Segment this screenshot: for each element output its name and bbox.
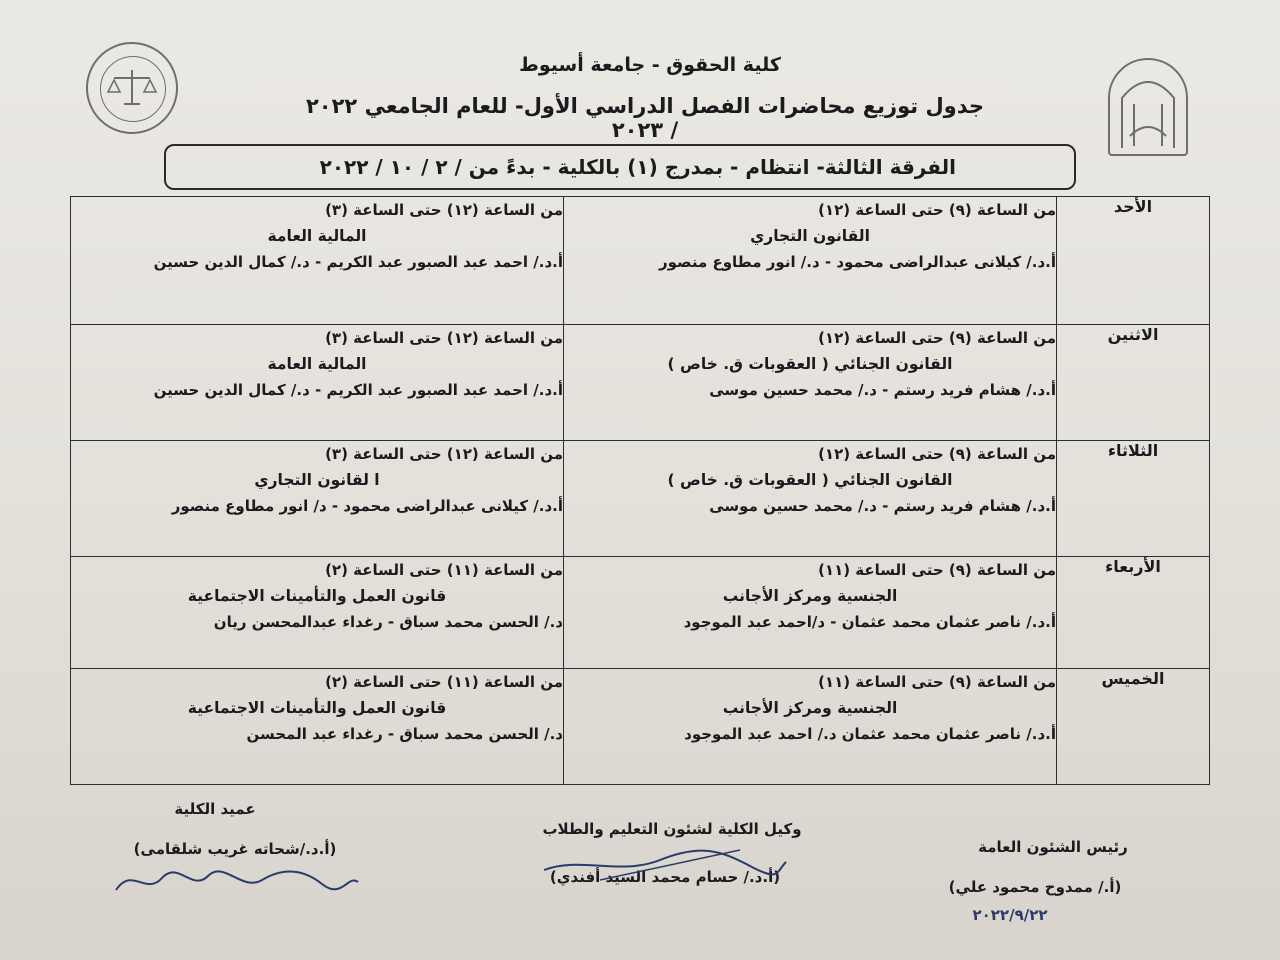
slot-professors: أ.د./ هشام فريد رستم - د./ محمد حسين موسى	[709, 381, 1056, 399]
faculty-seal-icon	[86, 42, 178, 134]
slot-professors: أ.د./ ناصر عثمان محمد عثمان د./ احمد عبد الموجود	[684, 725, 1056, 743]
second-slot-cell	[71, 325, 564, 441]
slot-time: من الساعة (١٢) حتى الساعة (٣)	[325, 201, 563, 219]
schedule-title: جدول توزيع محاضرات الفصل الدراسي الأول- للعام الجامعي ٢٠٢٢ / ٢٠٢٣	[305, 94, 984, 142]
second-slot-cell	[71, 441, 564, 557]
schedule-table	[70, 196, 1210, 785]
day-cell: الأحد	[1057, 197, 1210, 325]
slot-time: من الساعة (١١) حتى الساعة (٢)	[325, 561, 563, 579]
slot-professors: أ.د./ كيلانى عبدالراضى محمود - د./ انور مطاوع منصور	[659, 253, 1056, 271]
slot-time: من الساعة (٩) حتى الساعة (١٢)	[818, 201, 1056, 219]
first-slot-cell	[564, 441, 1057, 557]
slot-subject: القانون التجاري	[750, 227, 870, 245]
group-banner	[164, 144, 1076, 190]
second-slot-cell	[71, 197, 564, 325]
schedule-row	[71, 557, 1210, 669]
slot-professors: أ.د./ ناصر عثمان محمد عثمان - د/احمد عبد الموجود	[683, 613, 1056, 631]
dean-name: (أ.د./شحاته غريب شلقامى)	[133, 840, 337, 858]
schedule-row	[71, 325, 1210, 441]
schedule-row	[71, 197, 1210, 325]
day-cell: الثلاثاء	[1057, 441, 1210, 557]
vice-dean-title: وكيل الكلية لشئون التعليم والطلاب	[542, 820, 802, 838]
slot-professors: أ.د./ احمد عبد الصبور عبد الكريم - د./ كمال الدين حسين	[153, 253, 563, 271]
general-affairs-name: (أ./ ممدوح محمود علي)	[948, 878, 1122, 896]
slot-time: من الساعة (٩) حتى الساعة (١٢)	[818, 445, 1056, 463]
slot-subject: المالية العامة	[267, 227, 367, 245]
general-affairs-title: رئيس الشئون العامة	[978, 838, 1128, 856]
second-slot-cell	[71, 669, 564, 785]
slot-professors: أ.د./ كيلانى عبدالراضى محمود - د/ انور مطاوع منصور	[171, 497, 563, 515]
first-slot-cell	[564, 325, 1057, 441]
first-slot-cell	[564, 557, 1057, 669]
slot-time: من الساعة (٩) حتى الساعة (١٢)	[818, 329, 1056, 347]
slot-professors: أ.د./ احمد عبد الصبور عبد الكريم - د./ كمال الدين حسين	[153, 381, 563, 399]
vice-dean-name: (أ.د./ حسام محمد السيد أفندي)	[549, 868, 781, 886]
slot-subject: القانون الجنائي ( العقوبات ق. خاص )	[667, 355, 953, 373]
group-banner-text: الفرقة الثالثة- انتظام - بمدرج (١) بالكلية - بدءً من / ٢ / ١٠ / ٢٠٢٢	[319, 155, 956, 179]
slot-time: من الساعة (٩) حتى الساعة (١١)	[818, 673, 1056, 691]
slot-professors: أ.د./ هشام فريد رستم - د./ محمد حسين موسى	[709, 497, 1056, 515]
slot-subject: قانون العمل والتأمينات الاجتماعية	[187, 699, 447, 717]
general-affairs-date: ٢٠٢٢/٩/٢٢	[972, 906, 1048, 924]
first-slot-cell	[564, 669, 1057, 785]
slot-professors: د./ الحسن محمد سباق - رغداء عبدالمحسن ريان	[213, 613, 563, 631]
slot-subject: ا لقانون التجاري	[254, 471, 380, 489]
second-slot-cell	[71, 557, 564, 669]
schedule-row	[71, 669, 1210, 785]
first-slot-cell	[564, 197, 1057, 325]
dean-title: عميد الكلية	[174, 800, 256, 818]
slot-time: من الساعة (١١) حتى الساعة (٢)	[325, 673, 563, 691]
faculty-title: كلية الحقوق - جامعة أسيوط	[519, 54, 781, 76]
slot-time: من الساعة (١٢) حتى الساعة (٣)	[325, 445, 563, 463]
university-logo-icon	[1108, 58, 1188, 156]
schedule-row	[71, 441, 1210, 557]
slot-subject: الجنسية ومركز الأجانب	[722, 699, 898, 717]
dean-signature-icon	[112, 862, 362, 902]
day-cell: الخميس	[1057, 669, 1210, 785]
slot-professors: د./ الحسن محمد سباق - رغداء عبد المحسن	[246, 725, 563, 743]
slot-time: من الساعة (٩) حتى الساعة (١١)	[818, 561, 1056, 579]
slot-subject: قانون العمل والتأمينات الاجتماعية	[187, 587, 447, 605]
vice-dean-signature-icon	[540, 836, 790, 886]
slot-time: من الساعة (١٢) حتى الساعة (٣)	[325, 329, 563, 347]
day-cell: الاثنين	[1057, 325, 1210, 441]
slot-subject: الجنسية ومركز الأجانب	[722, 587, 898, 605]
slot-subject: المالية العامة	[267, 355, 367, 373]
slot-subject: القانون الجنائي ( العقوبات ق. خاص )	[667, 471, 953, 489]
day-cell: الأربعاء	[1057, 557, 1210, 669]
